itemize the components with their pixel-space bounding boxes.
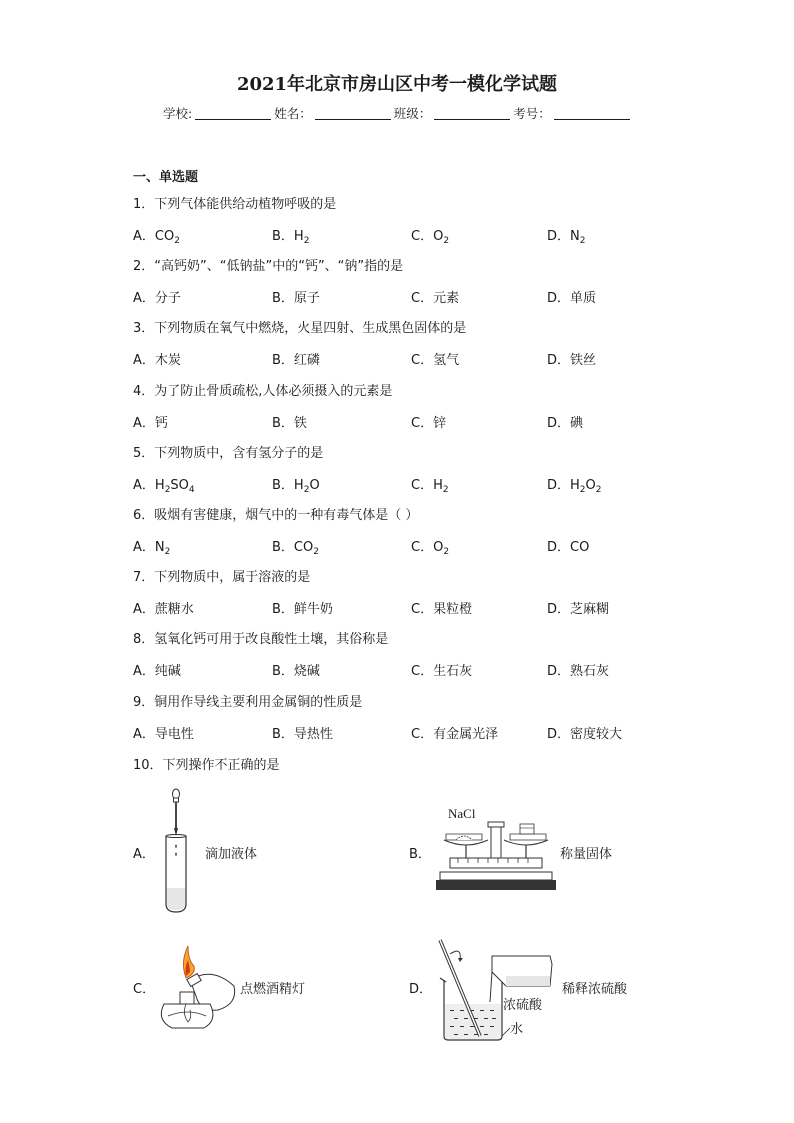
option-text: 碘	[570, 415, 584, 431]
name-label: 姓名：	[274, 106, 312, 121]
school-blank[interactable]	[195, 107, 271, 120]
option-b[interactable]	[272, 723, 333, 742]
balance-scale-figure	[436, 820, 561, 898]
option-d[interactable]	[547, 536, 589, 555]
option-b[interactable]	[272, 474, 320, 495]
dilution-beaker-figure	[430, 936, 560, 1042]
option-d[interactable]	[547, 474, 602, 495]
water-label: 水	[510, 1022, 524, 1037]
option-letter: C．	[411, 602, 434, 618]
option-letter: C．	[411, 477, 434, 493]
option-letter: B．	[272, 415, 294, 431]
option-text: 烧碱	[293, 664, 320, 680]
nacl-label: NaCl	[448, 806, 476, 821]
option-text: O	[585, 477, 596, 493]
option-a[interactable]	[133, 474, 195, 495]
option-letter: A．	[133, 353, 155, 369]
option-letter: A．	[133, 291, 155, 307]
option-c[interactable]	[411, 412, 446, 431]
option-letter: B．	[272, 291, 294, 307]
option-letter: D．	[547, 291, 571, 307]
option-letter: A．	[133, 415, 155, 431]
option-a[interactable]	[133, 225, 180, 246]
option-c[interactable]	[411, 287, 459, 306]
option-letter: B．	[272, 229, 294, 244]
question-10-stem: 10．下列操作不正确的是	[133, 758, 280, 773]
school-label: 学校:	[163, 106, 193, 121]
option-letter: D．	[547, 353, 571, 369]
question-3-stem: 3．下列物质在氧气中燃烧，火星四射、生成黑色固体的是	[133, 321, 467, 337]
option-text: 氢气	[433, 353, 460, 369]
option-b[interactable]	[272, 660, 320, 679]
option-letter: A．	[133, 664, 155, 680]
option-letter: B．	[272, 726, 294, 742]
option-letter: A．	[133, 726, 155, 742]
option-letter: D．	[547, 540, 571, 555]
option-text: 木炭	[154, 353, 181, 369]
option-b[interactable]	[272, 412, 307, 431]
option-letter: D．	[547, 477, 571, 493]
question-1-stem: 1．下列气体能供给动植物呼吸的是	[133, 197, 337, 212]
option-d[interactable]	[547, 287, 596, 306]
subscript: 2	[174, 236, 180, 246]
option-text: 分子	[154, 291, 181, 307]
option-letter: D．	[547, 602, 571, 618]
subscript: 2	[442, 484, 449, 495]
option-text: O	[309, 477, 320, 493]
question-5-stem: 5．下列物质中，含有氢分子的是	[133, 445, 324, 461]
student-info-line	[163, 104, 633, 122]
option-c[interactable]	[411, 723, 498, 742]
option-b[interactable]	[272, 225, 309, 246]
subscript: 2	[303, 484, 310, 495]
subscript: 2	[443, 547, 450, 557]
subscript: 2	[443, 236, 450, 246]
option-text: 果粒橙	[433, 602, 473, 618]
option-text: 有金属光泽	[433, 726, 499, 742]
option-c[interactable]	[411, 225, 449, 246]
option-letter: C．	[411, 291, 434, 307]
option-letter: C．	[411, 229, 434, 244]
subscript: 2	[164, 547, 171, 557]
option-text: 铁	[293, 415, 307, 431]
question-2-stem: 2．“高钙奶”、“低钠盐”中的“钙”、“钠”指的是	[133, 259, 404, 275]
q10-option-a-letter[interactable]: A．	[133, 847, 155, 862]
option-c[interactable]	[411, 349, 459, 368]
option-text: 红磷	[293, 353, 320, 369]
q10-option-b-label: 称量固体	[560, 847, 613, 862]
option-text: 钙	[154, 415, 168, 431]
option-letter: B．	[272, 602, 294, 618]
option-text: 锌	[433, 415, 447, 431]
option-b[interactable]	[272, 287, 320, 306]
option-text: CO	[154, 229, 175, 244]
option-text: 鲜牛奶	[293, 602, 333, 618]
q10-option-d-label: 稀释浓硫酸	[562, 982, 628, 997]
option-letter: A．	[133, 229, 155, 244]
option-text: 蔗糖水	[154, 602, 194, 618]
option-letter: C．	[411, 415, 434, 431]
question-9-stem: 9．铜用作导线主要利用金属铜的性质是	[133, 694, 363, 710]
question-8-stem: 8．氢氧化钙可用于改良酸性土壤，其俗称是	[133, 632, 389, 648]
option-c[interactable]	[411, 660, 472, 679]
question-6-stem: 6．吸烟有害健康，烟气中的一种有毒气体是（ ）	[133, 508, 419, 523]
subscript: 2	[303, 236, 310, 246]
subscript: 4	[188, 484, 195, 495]
question-4-stem: 4．为了防止骨质疏松,人体必须摄入的元素是	[133, 383, 393, 399]
option-a[interactable]	[133, 287, 181, 306]
option-letter: C．	[411, 726, 434, 742]
question-7-stem: 7．下列物质中，属于溶液的是	[133, 570, 311, 586]
option-a[interactable]	[133, 598, 194, 617]
option-letter: C．	[411, 353, 434, 369]
option-a[interactable]	[133, 412, 168, 431]
option-letter: C．	[411, 664, 434, 680]
q10-option-c-letter[interactable]: C．	[133, 982, 156, 997]
section-heading: 一、单选题	[133, 170, 199, 185]
option-text: N	[154, 540, 165, 555]
option-letter: D．	[547, 415, 571, 431]
option-text: CO	[293, 540, 314, 555]
option-text: 单质	[570, 291, 597, 307]
option-text: H	[433, 477, 443, 493]
option-text: 原子	[293, 291, 320, 307]
number-blank[interactable]	[554, 107, 630, 120]
subscript: 2	[164, 484, 171, 495]
class-blank[interactable]	[434, 107, 510, 120]
option-text: 生石灰	[433, 664, 473, 680]
q10-option-c-label: 点燃酒精灯	[240, 982, 306, 997]
option-letter: D．	[547, 229, 571, 244]
option-c[interactable]	[411, 598, 472, 617]
option-text: 导电性	[154, 726, 194, 742]
option-text: CO	[570, 540, 590, 555]
option-text: 元素	[433, 291, 460, 307]
option-a[interactable]	[133, 349, 181, 368]
name-blank[interactable]	[315, 107, 391, 120]
option-text: 导热性	[293, 726, 333, 742]
option-text: H	[293, 477, 304, 493]
option-text: 密度较大	[570, 726, 623, 742]
option-letter: B．	[272, 540, 294, 555]
subscript: 2	[579, 236, 586, 246]
option-b[interactable]	[272, 536, 319, 557]
option-text: H	[293, 229, 304, 244]
option-text: O	[433, 540, 444, 555]
alcohol-lamp-figure	[152, 942, 240, 1034]
option-letter: A．	[133, 540, 155, 555]
option-letter: D．	[547, 664, 571, 680]
option-text: SO	[170, 477, 189, 493]
option-letter: B．	[272, 664, 294, 680]
option-b[interactable]	[272, 349, 320, 368]
dropper-test-tube-figure	[160, 788, 200, 913]
option-d[interactable]	[547, 660, 609, 679]
option-text: 熟石灰	[570, 664, 610, 680]
subscript: 2	[595, 484, 602, 495]
option-letter: C．	[411, 540, 434, 555]
option-b[interactable]	[272, 598, 333, 617]
option-a[interactable]	[133, 723, 194, 742]
subscript: 2	[313, 547, 319, 557]
option-d[interactable]	[547, 225, 585, 246]
option-c[interactable]	[411, 474, 449, 495]
option-text: O	[433, 229, 444, 244]
q10-option-a-label: 滴加液体	[205, 847, 258, 862]
option-a[interactable]	[133, 536, 170, 557]
option-d[interactable]	[547, 598, 609, 617]
option-text: 铁丝	[570, 353, 597, 369]
option-text: H	[570, 477, 580, 493]
option-letter: D．	[547, 726, 571, 742]
subscript: 2	[579, 484, 586, 495]
option-text: 纯碱	[154, 664, 181, 680]
q10-option-b-letter[interactable]: B．	[409, 847, 431, 862]
option-letter: B．	[272, 477, 294, 493]
option-d[interactable]	[547, 412, 583, 431]
option-text: 芝麻糊	[570, 602, 610, 618]
class-label: 班级：	[393, 106, 432, 121]
option-letter: A．	[133, 477, 155, 493]
q10-option-d-letter[interactable]: D．	[409, 982, 433, 997]
page-title: 2021年北京市房山区中考一模化学试题	[236, 74, 558, 95]
acid-label: 浓硫酸	[503, 998, 543, 1013]
option-letter: B．	[272, 353, 294, 369]
option-c[interactable]	[411, 536, 449, 557]
option-d[interactable]	[547, 723, 622, 742]
option-d[interactable]	[547, 349, 596, 368]
number-label: 考号：	[513, 106, 551, 121]
option-letter: A．	[133, 602, 155, 618]
option-a[interactable]	[133, 660, 181, 679]
option-text: H	[154, 477, 165, 493]
option-text: N	[570, 229, 580, 244]
